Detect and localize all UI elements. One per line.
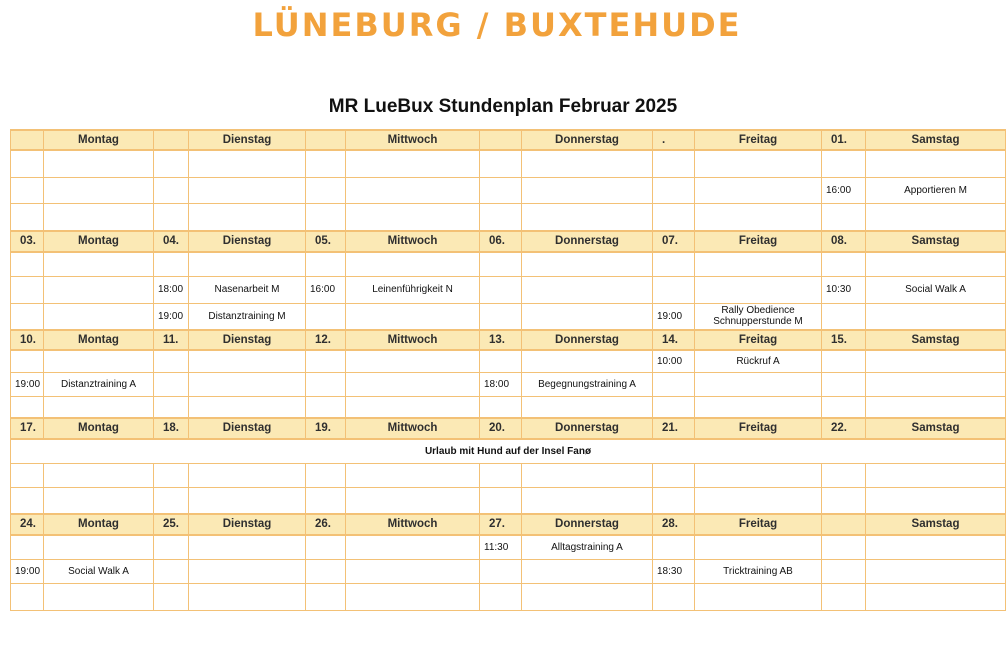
course-cell (695, 252, 822, 276)
time-cell (480, 559, 522, 583)
weekday-header-cell: Dienstag (189, 418, 306, 439)
time-cell (306, 372, 346, 396)
course-cell (346, 559, 480, 583)
time-cell (306, 303, 346, 330)
weekday-header-cell: Dienstag (189, 130, 306, 150)
course-cell (695, 463, 822, 487)
course-cell: Rally Obedience Schnupperstunde M (695, 303, 822, 330)
course-cell (44, 487, 154, 514)
date-header-cell: 05. (306, 231, 346, 252)
weekday-header-cell: Montag (44, 418, 154, 439)
time-cell (480, 396, 522, 418)
course-cell: Tricktraining AB (695, 559, 822, 583)
time-cell (306, 203, 346, 231)
weekday-header-cell: Montag (44, 330, 154, 350)
course-cell (44, 203, 154, 231)
time-cell (822, 487, 866, 514)
course-cell (866, 303, 1006, 330)
course-cell (189, 583, 306, 610)
time-cell (11, 303, 44, 330)
course-cell (522, 559, 653, 583)
time-cell (653, 252, 695, 276)
time-cell (154, 559, 189, 583)
course-cell (346, 396, 480, 418)
course-cell: Social Walk A (44, 559, 154, 583)
weekday-header-cell: Donnerstag (522, 330, 653, 350)
course-cell (346, 535, 480, 559)
time-cell (11, 252, 44, 276)
date-header-cell (154, 130, 189, 150)
time-cell (480, 150, 522, 177)
time-cell (653, 487, 695, 514)
time-cell (480, 177, 522, 203)
time-cell (154, 150, 189, 177)
weekday-header-cell: Dienstag (189, 330, 306, 350)
course-cell: Leinenführigkeit N (346, 276, 480, 303)
week-header-row (11, 231, 1006, 252)
weekday-header-cell: Freitag (695, 231, 822, 252)
time-cell (822, 203, 866, 231)
time-cell (154, 177, 189, 203)
course-cell (44, 350, 154, 372)
time-cell: 10:00 (653, 350, 695, 372)
time-cell: 18:00 (154, 276, 189, 303)
weekday-header-cell: Montag (44, 514, 154, 535)
time-cell (11, 583, 44, 610)
time-cell (306, 463, 346, 487)
time-cell (653, 203, 695, 231)
weekday-header-cell: Mittwoch (346, 330, 480, 350)
time-cell: 19:00 (11, 372, 44, 396)
date-header-cell: 10. (11, 330, 44, 350)
week-header-row (11, 330, 1006, 350)
schedule-row (11, 203, 1006, 231)
course-cell (346, 463, 480, 487)
time-cell (653, 150, 695, 177)
course-cell (346, 252, 480, 276)
date-header-cell: 08. (822, 231, 866, 252)
week-header-row (11, 418, 1006, 439)
time-cell (480, 203, 522, 231)
date-header-cell: 03. (11, 231, 44, 252)
course-cell (189, 396, 306, 418)
time-cell (154, 203, 189, 231)
course-cell (522, 252, 653, 276)
time-cell (653, 535, 695, 559)
schedule-row (11, 177, 1006, 203)
date-header-cell: 19. (306, 418, 346, 439)
weekday-header-cell: Mittwoch (346, 514, 480, 535)
time-cell (154, 350, 189, 372)
course-cell (189, 463, 306, 487)
course-cell (44, 276, 154, 303)
time-cell: 16:00 (822, 177, 866, 203)
schedule-row (11, 276, 1006, 303)
time-cell (480, 276, 522, 303)
course-cell (189, 535, 306, 559)
course-cell (189, 487, 306, 514)
week-header-row (11, 514, 1006, 535)
course-cell (346, 203, 480, 231)
course-cell (44, 177, 154, 203)
date-header-cell: 14. (653, 330, 695, 350)
weekday-header-cell: Donnerstag (522, 514, 653, 535)
time-cell (11, 396, 44, 418)
course-cell (522, 583, 653, 610)
weekday-header-cell: Samstag (866, 418, 1006, 439)
time-cell (822, 252, 866, 276)
course-cell: Distanztraining A (44, 372, 154, 396)
time-cell (154, 583, 189, 610)
time-cell: 19:00 (11, 559, 44, 583)
date-header-cell: 04. (154, 231, 189, 252)
date-header-cell (11, 130, 44, 150)
time-cell: 10:30 (822, 276, 866, 303)
schedule-row (11, 583, 1006, 610)
time-cell (306, 350, 346, 372)
course-cell (522, 463, 653, 487)
date-header-cell: 25. (154, 514, 189, 535)
course-cell (695, 203, 822, 231)
date-header-cell: 01. (822, 130, 866, 150)
time-cell (822, 583, 866, 610)
time-cell (11, 177, 44, 203)
course-cell (695, 583, 822, 610)
weekday-header-cell: Samstag (866, 130, 1006, 150)
course-cell (522, 150, 653, 177)
time-cell (480, 487, 522, 514)
date-header-cell: 27. (480, 514, 522, 535)
course-cell (44, 535, 154, 559)
weekday-header-cell: Montag (44, 231, 154, 252)
course-cell (189, 203, 306, 231)
date-header-cell: 28. (653, 514, 695, 535)
time-cell (306, 396, 346, 418)
course-cell (44, 396, 154, 418)
weekday-header-cell: Freitag (695, 514, 822, 535)
schedule-row (11, 150, 1006, 177)
course-cell (866, 150, 1006, 177)
vacation-note: Urlaub mit Hund auf der Insel Fanø (11, 439, 1006, 463)
date-header-cell (822, 514, 866, 535)
time-cell (822, 463, 866, 487)
course-cell (189, 559, 306, 583)
date-header-cell: 17. (11, 418, 44, 439)
weekday-header-cell: Samstag (866, 330, 1006, 350)
course-cell (522, 350, 653, 372)
date-header-cell: 07. (653, 231, 695, 252)
course-cell (522, 203, 653, 231)
time-cell (154, 535, 189, 559)
time-cell: 19:00 (154, 303, 189, 330)
time-cell (480, 583, 522, 610)
time-cell (653, 372, 695, 396)
week-header-row (11, 130, 1006, 150)
course-cell (695, 487, 822, 514)
date-header-cell: 22. (822, 418, 866, 439)
time-cell (154, 487, 189, 514)
schedule-row (11, 303, 1006, 330)
course-cell (866, 396, 1006, 418)
time-cell (480, 252, 522, 276)
time-cell (653, 583, 695, 610)
course-cell (866, 252, 1006, 276)
time-cell (653, 276, 695, 303)
schedule-row (11, 559, 1006, 583)
course-cell (44, 150, 154, 177)
course-cell (695, 372, 822, 396)
course-cell (189, 150, 306, 177)
time-cell: 11:30 (480, 535, 522, 559)
date-header-cell: 11. (154, 330, 189, 350)
time-cell (11, 276, 44, 303)
date-header-cell: 15. (822, 330, 866, 350)
time-cell (653, 177, 695, 203)
time-cell (154, 463, 189, 487)
note-row (11, 439, 1006, 463)
schedule-row (11, 396, 1006, 418)
course-cell (695, 276, 822, 303)
schedule-row (11, 535, 1006, 559)
course-cell (44, 303, 154, 330)
schedule-row (11, 372, 1006, 396)
course-cell (695, 150, 822, 177)
time-cell (822, 303, 866, 330)
course-cell (695, 177, 822, 203)
course-cell: Begegnungstraining A (522, 372, 653, 396)
weekday-header-cell: Freitag (695, 130, 822, 150)
date-header-cell (306, 130, 346, 150)
weekday-header-cell: Dienstag (189, 514, 306, 535)
course-cell (346, 177, 480, 203)
weekday-header-cell: Samstag (866, 514, 1006, 535)
course-cell (522, 396, 653, 418)
course-cell: Nasenarbeit M (189, 276, 306, 303)
course-cell: Rückruf A (695, 350, 822, 372)
course-cell (866, 487, 1006, 514)
time-cell (822, 396, 866, 418)
course-cell (189, 177, 306, 203)
time-cell (11, 203, 44, 231)
time-cell (822, 535, 866, 559)
course-cell (866, 559, 1006, 583)
course-cell (44, 463, 154, 487)
weekday-header-cell: Samstag (866, 231, 1006, 252)
time-cell (653, 396, 695, 418)
course-cell (346, 350, 480, 372)
schedule-row (11, 463, 1006, 487)
date-header-cell: 24. (11, 514, 44, 535)
weekday-header-cell: Donnerstag (522, 130, 653, 150)
time-cell: 16:00 (306, 276, 346, 303)
course-cell (866, 463, 1006, 487)
weekday-header-cell: Dienstag (189, 231, 306, 252)
time-cell (822, 559, 866, 583)
course-cell (189, 372, 306, 396)
date-header-cell: 06. (480, 231, 522, 252)
schedule-table (10, 129, 1006, 611)
weekday-header-cell: Montag (44, 130, 154, 150)
time-cell (822, 372, 866, 396)
time-cell (822, 350, 866, 372)
date-header-cell: 18. (154, 418, 189, 439)
time-cell: 19:00 (653, 303, 695, 330)
schedule-row (11, 350, 1006, 372)
weekday-header-cell: Mittwoch (346, 418, 480, 439)
time-cell (11, 535, 44, 559)
weekday-header-cell: Mittwoch (346, 231, 480, 252)
course-cell (695, 535, 822, 559)
time-cell (306, 559, 346, 583)
weekday-header-cell: Donnerstag (522, 418, 653, 439)
course-cell (44, 583, 154, 610)
course-cell (866, 535, 1006, 559)
time-cell (480, 463, 522, 487)
time-cell (11, 463, 44, 487)
time-cell (154, 252, 189, 276)
course-cell (866, 583, 1006, 610)
course-cell (695, 396, 822, 418)
date-header-cell: 12. (306, 330, 346, 350)
time-cell (306, 150, 346, 177)
weekday-header-cell: Freitag (695, 330, 822, 350)
date-header-cell: 21. (653, 418, 695, 439)
date-header-cell: 20. (480, 418, 522, 439)
schedule-row (11, 487, 1006, 514)
time-cell (306, 252, 346, 276)
time-cell (480, 350, 522, 372)
page-title: MR LueBux Stundenplan Februar 2025 (328, 96, 678, 117)
time-cell (653, 463, 695, 487)
time-cell (306, 487, 346, 514)
weekday-header-cell: Mittwoch (346, 130, 480, 150)
course-cell (189, 350, 306, 372)
brand-logo-text: LÜNEBURG / BUXTEHUDE (252, 6, 742, 44)
time-cell (11, 150, 44, 177)
course-cell (346, 303, 480, 330)
time-cell (822, 150, 866, 177)
course-cell (866, 203, 1006, 231)
course-cell (346, 150, 480, 177)
date-header-cell: 26. (306, 514, 346, 535)
time-cell (11, 487, 44, 514)
course-cell: Alltagstraining A (522, 535, 653, 559)
time-cell (306, 177, 346, 203)
time-cell (154, 372, 189, 396)
time-cell (154, 396, 189, 418)
date-header-cell: . (653, 130, 695, 150)
course-cell (522, 177, 653, 203)
time-cell (480, 303, 522, 330)
course-cell (44, 252, 154, 276)
course-cell (866, 372, 1006, 396)
course-cell: Apportieren M (866, 177, 1006, 203)
time-cell: 18:00 (480, 372, 522, 396)
course-cell (189, 252, 306, 276)
course-cell (522, 487, 653, 514)
time-cell: 18:30 (653, 559, 695, 583)
schedule-row (11, 252, 1006, 276)
date-header-cell: 13. (480, 330, 522, 350)
course-cell (866, 350, 1006, 372)
course-cell (522, 303, 653, 330)
time-cell (306, 583, 346, 610)
course-cell (346, 487, 480, 514)
course-cell (346, 583, 480, 610)
time-cell (306, 535, 346, 559)
weekday-header-cell: Donnerstag (522, 231, 653, 252)
course-cell (522, 276, 653, 303)
date-header-cell (480, 130, 522, 150)
weekday-header-cell: Freitag (695, 418, 822, 439)
course-cell: Social Walk A (866, 276, 1006, 303)
time-cell (11, 350, 44, 372)
course-cell (346, 372, 480, 396)
course-cell: Distanztraining M (189, 303, 306, 330)
